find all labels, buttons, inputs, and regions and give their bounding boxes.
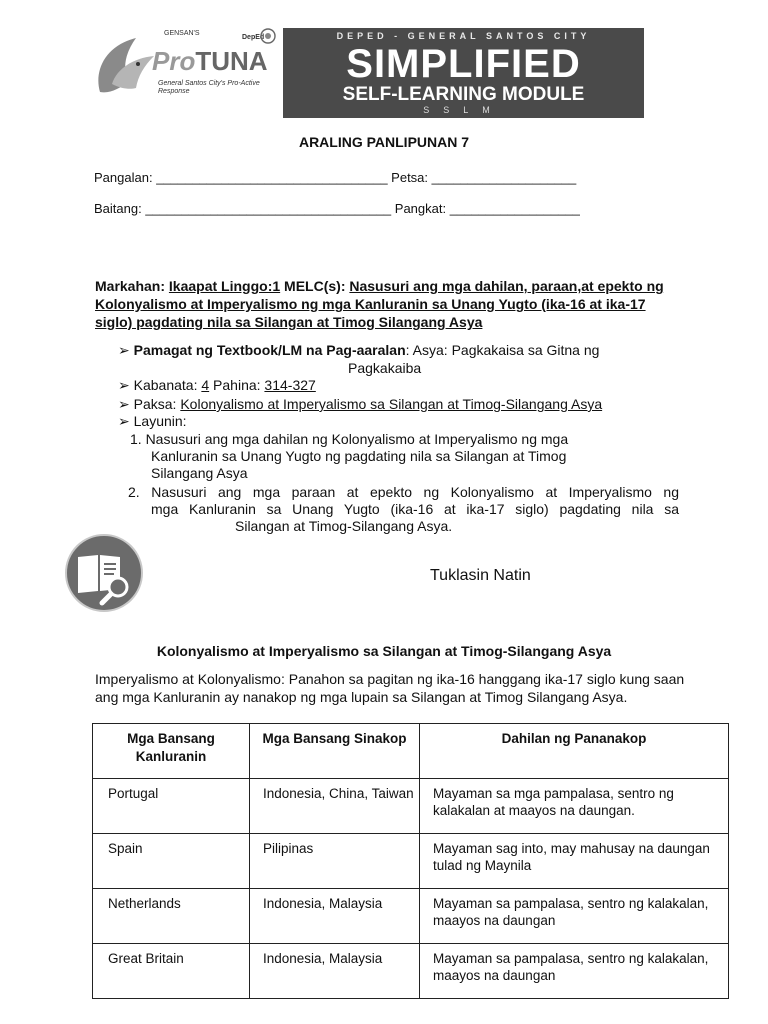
baitang-label: Baitang: [94, 201, 142, 216]
deped-seal-icon [260, 28, 276, 44]
protuna-pro: Pro [152, 46, 196, 76]
pangkat-field[interactable]: __________________ [449, 201, 580, 216]
layunin-label: Layunin: [133, 413, 187, 429]
tuklasin-heading: Tuklasin Natin [430, 567, 531, 584]
markahan-block [95, 277, 685, 331]
petsa-field[interactable]: ____________________ [431, 170, 577, 185]
banner-sslm: SSLM [423, 105, 504, 115]
protuna-tuna: TUNA [195, 46, 268, 76]
banner-self-learning: SELF-LEARNING MODULE [342, 84, 585, 105]
table-header-row [93, 724, 729, 779]
arrow-bullet-icon: ➢ [118, 396, 130, 412]
cell-country: Portugal [93, 779, 250, 834]
objective-2-line2: mga Kanluranin sa Unang Yugto (ika-16 at ika-17 siglo) pagdating nila sa [151, 501, 679, 517]
cell-country: Netherlands [93, 889, 250, 944]
kabanata-value: 4 [201, 377, 210, 393]
pangalan-field[interactable]: ________________________________ [156, 170, 388, 185]
intro-paragraph: Imperyalismo at Kolonyalismo: Panahon sa pagitan ng ika-16 hanggang ika-17 siglo kung saan ang mga Kanluranin ay nanakop ng mga lupain sa Silangan at Timog Silangang Asya. [95, 671, 685, 705]
arrow-bullet-icon: ➢ [118, 377, 130, 393]
paksa-item [118, 395, 602, 413]
colonization-table [92, 723, 729, 999]
objective-1-line1: 1. Nasusuri ang mga dahilan ng Kolonyalismo at Imperyalismo ng mga [130, 431, 569, 447]
arrow-bullet-icon: ➢ [118, 413, 130, 429]
pangalan-row [94, 170, 576, 185]
petsa-label: Petsa: [391, 170, 429, 185]
cell-colonies: Indonesia, Malaysia [250, 889, 420, 944]
header-kanluranin: Mga Bansang Kanluranin [93, 724, 250, 779]
pamagat-value-cont: Pagkakaiba [348, 360, 422, 376]
cell-colonies: Pilipinas [250, 834, 420, 889]
cell-reason: Mayaman sag into, may mahusay na daungan tulad ng Maynila [420, 834, 729, 889]
pahina-value: 314-327 [264, 377, 316, 393]
protuna-logo [92, 28, 276, 112]
table-row [93, 834, 729, 889]
cell-reason: Mayaman sa mga pampalasa, sentro ng kalakalan at maayos na daungan. [420, 779, 729, 834]
discover-book-icon [64, 533, 144, 613]
pamagat-value: : Asya: Pagkakaisa sa Gitna ng [405, 342, 600, 358]
table-row [93, 944, 729, 999]
page-title: ARALING PANLIPUNAN 7 [298, 134, 470, 150]
objective-1-line3: Silangang Asya [151, 465, 248, 481]
arrow-bullet-icon: ➢ [118, 342, 130, 358]
kabanata-label: Kabanata: [133, 377, 202, 393]
pangkat-label: Pangkat: [394, 201, 447, 216]
objective-1-line2: Kanluranin sa Unang Yugto ng pagdating nila sa Silangan at Timog [151, 448, 567, 464]
cell-reason: Mayaman sa pampalasa, sentro ng kalakalan, maayos na daungan [420, 889, 729, 944]
baitang-row [94, 201, 580, 216]
banner-simplified: SIMPLIFIED [346, 42, 581, 86]
banner-deped-line: DEPED - GENERAL SANTOS CITY [336, 31, 591, 41]
melc-label: MELC(s): [284, 278, 346, 294]
pahina-label: Pahina: [209, 377, 265, 393]
cell-country: Great Britain [93, 944, 250, 999]
paksa-label: Paksa: [133, 396, 181, 412]
cell-country: Spain [93, 834, 250, 889]
protuna-tagline: General Santos City's Pro-Active Response [158, 80, 260, 95]
baitang-field[interactable]: __________________________________ [145, 201, 392, 216]
pamagat-label: Pamagat ng Textbook/LM na Pag-aaralan [133, 342, 406, 358]
layunin-item [118, 412, 187, 430]
cell-colonies: Indonesia, China, Taiwan [250, 779, 420, 834]
sslm-banner [283, 28, 644, 118]
cell-reason: Mayaman sa pampalasa, sentro ng kalakalan, maayos na daungan [420, 944, 729, 999]
protuna-wordmark [152, 46, 268, 77]
objective-2-line1: 2. Nasusuri ang mga paraan at epekto ng Kolonyalismo at Imperyalismo ng [128, 484, 679, 500]
objective-2-line3: Silangan at Timog-Silangang Asya. [235, 518, 453, 534]
cell-colonies: Indonesia, Malaysia [250, 944, 420, 999]
markahan-label: Markahan: [95, 278, 166, 294]
table-row [93, 889, 729, 944]
kabanata-item [118, 376, 316, 394]
header-sinakop: Mga Bansang Sinakop [250, 724, 420, 779]
linggo-value: Ikaapat Linggo:1 [168, 278, 281, 294]
gensan-label: GENSAN'S [164, 30, 200, 37]
melc-text: Nasusuri ang mga dahilan, paraan,at epekto ng Kolonyalismo at Imperyalismo ng mga Kanluranin sa Unang Yugto (ika-16 at ika-17 siglo) pagdating nila sa Silangan at Timog Silangang Asya [95, 278, 664, 330]
pamagat-item [118, 341, 688, 359]
section-title: Kolonyalismo at Imperyalismo sa Silangan at Timog-Silangang Asya [156, 643, 612, 659]
pangalan-label: Pangalan: [94, 170, 153, 185]
header-dahilan: Dahilan ng Pananakop [420, 724, 729, 779]
table-row [93, 779, 729, 834]
paksa-value: Kolonyalismo at Imperyalismo sa Silangan at Timog-Silangang Asya [180, 396, 603, 412]
deped-label: DepEd [242, 34, 265, 41]
